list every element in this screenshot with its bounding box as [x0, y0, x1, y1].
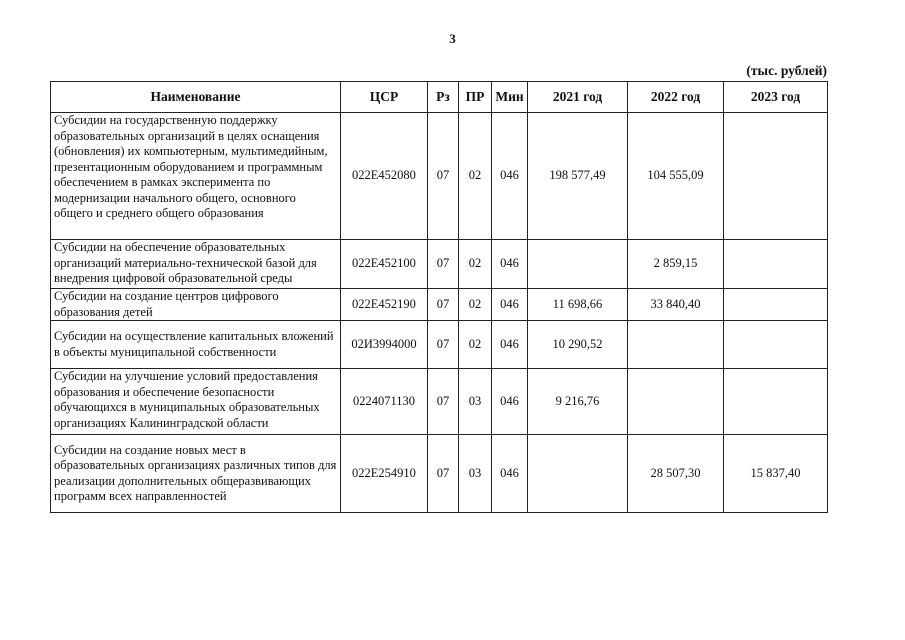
row-2022: 33 840,40	[628, 289, 724, 321]
row-csr: 022E254910	[341, 435, 428, 513]
row-2021	[528, 240, 628, 289]
row-2022	[628, 321, 724, 369]
row-csr: 022E452080	[341, 113, 428, 240]
budget-table	[50, 81, 828, 513]
row-name: Субсидии на создание новых мест в образовательных организациях различных типов для реализации дополнительных общеразвивающих программ всех направленностей	[51, 435, 341, 513]
row-rz: 07	[428, 240, 459, 289]
table-header-row	[51, 82, 828, 113]
row-csr: 022E452190	[341, 289, 428, 321]
row-2022: 28 507,30	[628, 435, 724, 513]
row-rz: 07	[428, 369, 459, 435]
row-pr: 02	[459, 321, 492, 369]
row-rz: 07	[428, 113, 459, 240]
row-csr: 022E452100	[341, 240, 428, 289]
header-2023: 2023 год	[724, 82, 828, 113]
row-csr: 02И3994000	[341, 321, 428, 369]
row-rz: 07	[428, 321, 459, 369]
row-2023	[724, 240, 828, 289]
table-row	[51, 435, 828, 513]
row-2022: 2 859,15	[628, 240, 724, 289]
row-2021: 10 290,52	[528, 321, 628, 369]
page-number: 3	[449, 31, 456, 46]
row-2021: 11 698,66	[528, 289, 628, 321]
header-pr: ПР	[459, 82, 492, 113]
row-pr: 02	[459, 289, 492, 321]
header-2022: 2022 год	[628, 82, 724, 113]
row-csr: 0224071130	[341, 369, 428, 435]
row-name: Субсидии на государственную поддержку образовательных организаций в целях оснащения (обновления) их компьютерным, мультимедийным, презентационным оборудованием и программным обеспечением в рамках эксперимента по модернизации начального общего, основного общего и среднего общего образования	[51, 113, 341, 240]
row-pr: 02	[459, 240, 492, 289]
header-csr: ЦСР	[341, 82, 428, 113]
row-min: 046	[492, 435, 528, 513]
table-row	[51, 289, 828, 321]
row-2023	[724, 369, 828, 435]
header-name: Наименование	[51, 82, 341, 113]
row-name: Субсидии на осуществление капитальных вложений в объекты муниципальной собственности	[51, 321, 341, 369]
row-min: 046	[492, 289, 528, 321]
row-2022	[628, 369, 724, 435]
row-2023	[724, 113, 828, 240]
row-pr: 03	[459, 435, 492, 513]
row-2023	[724, 289, 828, 321]
row-2021: 198 577,49	[528, 113, 628, 240]
header-min: Мин	[492, 82, 528, 113]
row-min: 046	[492, 240, 528, 289]
row-2022: 104 555,09	[628, 113, 724, 240]
header-rz: Рз	[428, 82, 459, 113]
row-min: 046	[492, 321, 528, 369]
row-min: 046	[492, 369, 528, 435]
table-row	[51, 113, 828, 240]
row-2023: 15 837,40	[724, 435, 828, 513]
header-2021: 2021 год	[528, 82, 628, 113]
table-row	[51, 321, 828, 369]
row-min: 046	[492, 113, 528, 240]
table-row	[51, 240, 828, 289]
row-rz: 07	[428, 289, 459, 321]
row-name: Субсидии на обеспечение образовательных организаций материально-технической базой для внедрения цифровой образовательной среды	[51, 240, 341, 289]
row-name: Субсидии на улучшение условий предоставления образования и обеспечение безопасности обучающихся в муниципальных образовательных организациях Калининградской области	[51, 369, 341, 435]
row-2023	[724, 321, 828, 369]
row-2021: 9 216,76	[528, 369, 628, 435]
row-rz: 07	[428, 435, 459, 513]
row-pr: 02	[459, 113, 492, 240]
row-2021	[528, 435, 628, 513]
row-pr: 03	[459, 369, 492, 435]
table-row	[51, 369, 828, 435]
units-note: (тыс. рублей)	[746, 63, 827, 78]
row-name: Субсидии на создание центров цифрового образования детей	[51, 289, 341, 321]
